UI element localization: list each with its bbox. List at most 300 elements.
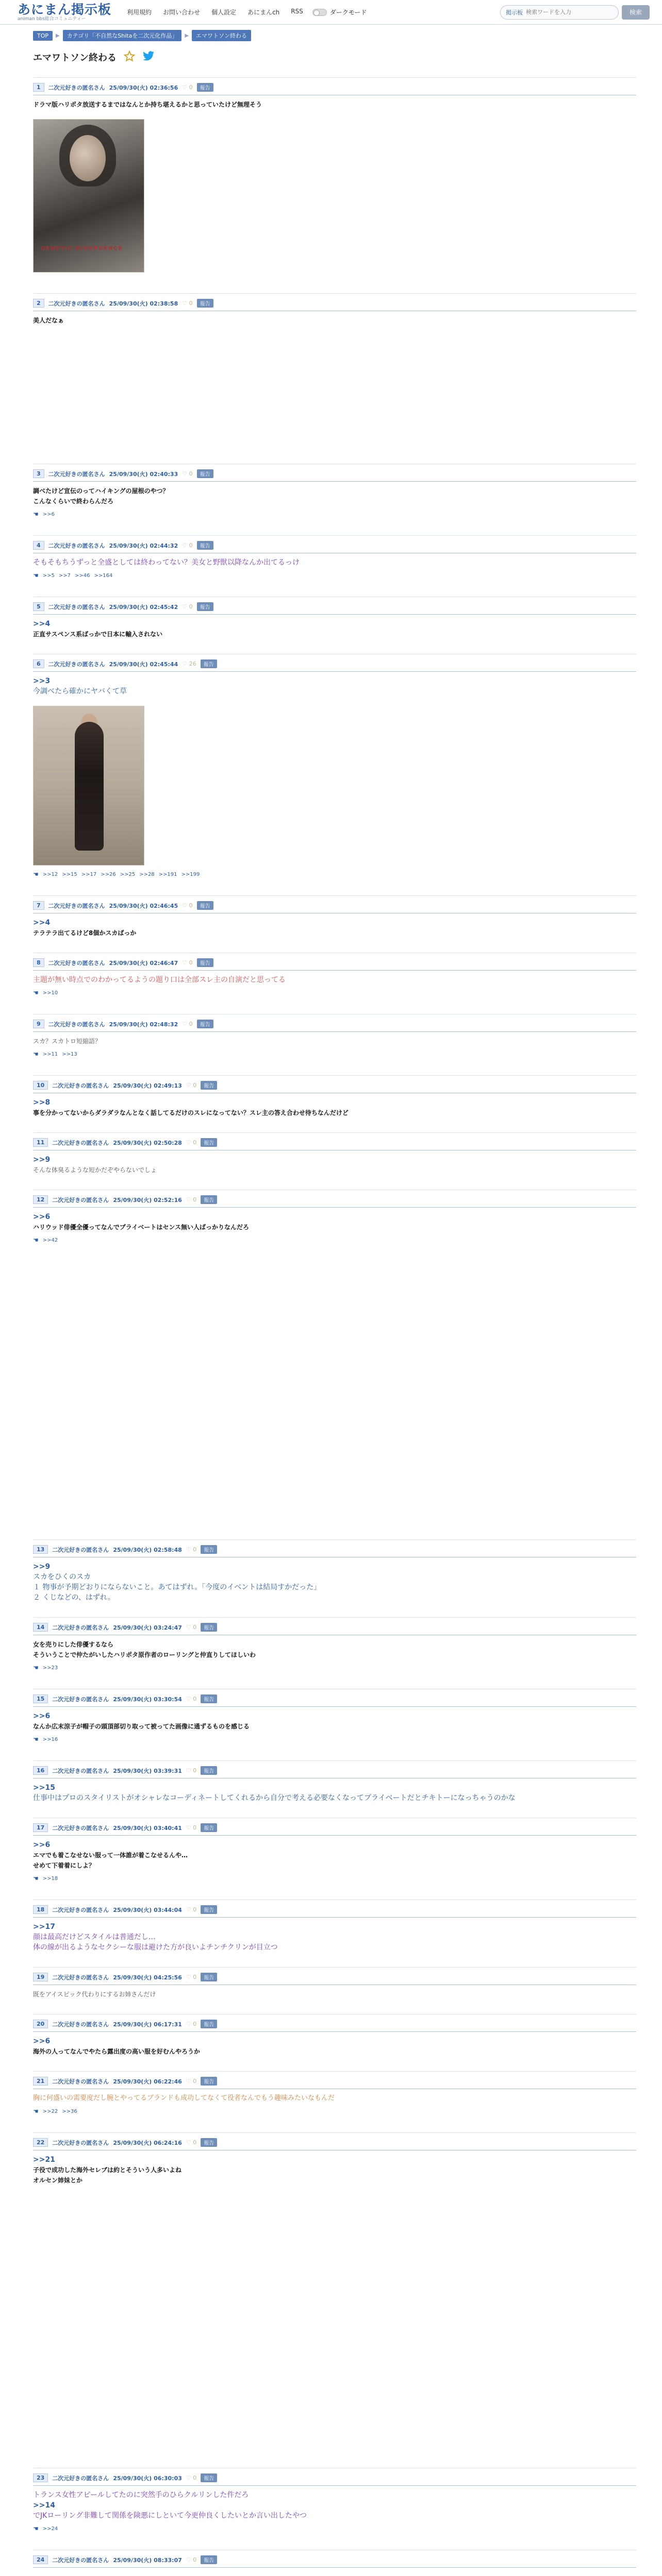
- post-text-line: 仕事中はプロのスタイリストがオシャレなコーディネートしてくれるから自分で考える必要なくなってプライベートだとチキトーになっちゃうのかな: [33, 1794, 516, 1802]
- reply-links: [33, 871, 636, 885]
- post-number[interactable]: 4: [33, 541, 44, 550]
- reply-links: [33, 1875, 636, 1889]
- heart-icon: ♡: [182, 660, 188, 667]
- breadcrumb-thread[interactable]: エマワトソン終わる: [192, 30, 251, 41]
- post-image[interactable]: [33, 119, 144, 273]
- post-date: 25/09/30(火) 02:40:33: [109, 470, 178, 478]
- post-date: 25/09/30(火) 02:46:45: [109, 902, 178, 909]
- post-text-line: ハリウッド俳優全優ってなんでプライベートはセンス無い人ばっかりなんだろ: [33, 1224, 250, 1231]
- reply-anchor-link[interactable]: >>21: [33, 2156, 55, 2164]
- dark-mode-control: [312, 8, 367, 16]
- post-header: [33, 602, 636, 615]
- report-button[interactable]: 報告: [201, 1973, 217, 1981]
- reply-link[interactable]: >>164: [94, 572, 113, 579]
- top-bar: [0, 0, 662, 25]
- post-number[interactable]: 22: [33, 2138, 48, 2147]
- poster-name: 二次元好きの匿名さん: [52, 2475, 109, 2482]
- report-button[interactable]: 報告: [201, 2555, 217, 2564]
- heart-icon: ♡: [186, 1767, 191, 1774]
- like-count: 0: [193, 2021, 197, 2027]
- reply-link[interactable]: >>10: [42, 990, 58, 996]
- heart-icon: ♡: [186, 1082, 191, 1089]
- like-button[interactable]: [182, 542, 192, 549]
- report-button[interactable]: 報告: [201, 1138, 217, 1147]
- poster-name: 二次元好きの匿名さん: [52, 2078, 109, 2085]
- like-count: 0: [193, 1974, 197, 1980]
- heart-icon: ♡: [186, 1546, 191, 1553]
- reply-anchor-link[interactable]: >>14: [33, 2501, 55, 2510]
- poster-name: 二次元好きの匿名さん: [52, 2139, 109, 2146]
- post-body: [33, 1208, 636, 1236]
- reply-link[interactable]: >>23: [42, 1665, 58, 1671]
- post-date: 25/09/30(火) 03:40:41: [113, 1824, 182, 1832]
- post-number[interactable]: 9: [33, 1020, 44, 1028]
- reply-links: [33, 1736, 636, 1750]
- reply-anchor-link[interactable]: >>3: [33, 677, 51, 685]
- poster-name: 二次元好きの匿名さん: [48, 603, 105, 611]
- post-date: 25/09/30(火) 02:44:32: [109, 542, 178, 549]
- post-number[interactable]: 15: [33, 1694, 48, 1703]
- post-text-line: 体の線が出るようなセクシーな服は避けた方が良いよチンチクリンが目立つ: [33, 1943, 278, 1952]
- like-count: 0: [193, 1767, 197, 1774]
- post-header: [33, 901, 636, 913]
- post: [33, 895, 636, 942]
- reply-link[interactable]: >>25: [120, 871, 136, 877]
- post-header: [33, 1081, 636, 1093]
- reply-anchor-link[interactable]: >>15: [33, 1784, 55, 1792]
- post-text-line: ２ くじなどの、はずれ。: [33, 1594, 115, 1602]
- main-nav: [127, 8, 303, 16]
- post-text-line: トランス女性アピールしてたのに突然手のひらクルリンした件だろ: [33, 2491, 249, 2499]
- poster-name: 二次元好きの匿名さん: [52, 1974, 109, 1981]
- report-button[interactable]: 報告: [197, 1020, 213, 1028]
- reply-link[interactable]: >>36: [62, 2108, 77, 2114]
- reply-anchor-link[interactable]: >>4: [33, 919, 51, 927]
- page-title: エマワトソン終わる: [33, 53, 117, 63]
- post: [33, 293, 636, 330]
- like-button[interactable]: [182, 470, 192, 477]
- like-count: 0: [193, 1139, 197, 1146]
- post-body: [33, 95, 636, 114]
- post: [33, 1014, 636, 1065]
- search-button[interactable]: 検索: [622, 5, 650, 20]
- like-button[interactable]: [186, 1974, 196, 1980]
- poster-name: 二次元好きの匿名さん: [52, 1196, 109, 1204]
- post-header: [33, 83, 636, 95]
- like-count: 0: [193, 1624, 197, 1631]
- image-overlay-text: GENETIC DIVERGENCE: [41, 246, 123, 251]
- reply-arrow-icon: ☚: [33, 1736, 39, 1743]
- search-input[interactable]: [526, 9, 613, 15]
- reply-link[interactable]: >>22: [42, 2108, 58, 2114]
- post-image[interactable]: [33, 706, 144, 866]
- like-count: 26: [189, 660, 196, 667]
- post: [33, 464, 636, 525]
- reply-anchor-link[interactable]: >>8: [33, 1098, 51, 1107]
- post-date: 25/09/30(火) 02:38:58: [109, 300, 178, 307]
- nav-settings[interactable]: 個人設定: [211, 9, 237, 16]
- reply-links: [33, 2525, 636, 2539]
- reply-link[interactable]: >>7: [58, 572, 71, 579]
- post-text-line: そういうことで仲たがいしたハリポタ原作者のローリングと仲直りしてほしいわ: [33, 1651, 256, 1658]
- post-date: 25/09/30(火) 02:45:44: [109, 660, 178, 668]
- post-header: [33, 1623, 636, 1635]
- post-date: 25/09/30(火) 03:24:47: [113, 1624, 182, 1631]
- report-button[interactable]: 報告: [201, 1694, 217, 1703]
- like-button[interactable]: [182, 959, 192, 966]
- dark-mode-label: ダークモード: [329, 9, 367, 16]
- heart-icon: ♡: [182, 1021, 188, 1027]
- post-number[interactable]: 5: [33, 602, 44, 611]
- like-count: 0: [193, 1696, 197, 1702]
- post-body: [33, 1836, 636, 1875]
- like-count: 0: [189, 470, 193, 477]
- logo-subtext: animan bbs総合コミュニティー: [18, 16, 86, 22]
- report-button[interactable]: 報告: [201, 2077, 217, 2086]
- heart-icon: ♡: [186, 1624, 191, 1631]
- post: [33, 77, 636, 273]
- post-body: [33, 2150, 636, 2190]
- post-date: 25/09/30(火) 04:25:56: [113, 1974, 182, 1981]
- reply-link[interactable]: >>18: [42, 1875, 58, 1882]
- post-header: [33, 2138, 636, 2150]
- report-button[interactable]: 報告: [201, 2020, 217, 2028]
- reply-link[interactable]: >>15: [62, 871, 77, 877]
- like-count: 0: [193, 2139, 197, 2146]
- poster-name: 二次元好きの匿名さん: [52, 1696, 109, 1703]
- reply-link[interactable]: >>46: [75, 572, 90, 579]
- reply-links: [33, 2108, 636, 2122]
- reply-links: [33, 989, 636, 1004]
- like-count: 0: [189, 542, 193, 549]
- reply-link[interactable]: >>24: [42, 2526, 58, 2532]
- like-button[interactable]: [186, 1139, 196, 1146]
- poster-name: 二次元好きの匿名さん: [48, 542, 105, 549]
- post-date: 25/09/30(火) 03:44:04: [113, 1906, 182, 1913]
- heart-icon: ♡: [186, 1139, 191, 1146]
- post-body: [33, 1635, 636, 1664]
- post-date: 25/09/30(火) 02:58:48: [113, 1546, 182, 1553]
- post-header: [33, 659, 636, 672]
- report-button[interactable]: 報告: [201, 659, 217, 668]
- post-number[interactable]: 12: [33, 1195, 48, 1204]
- post-header: [33, 1973, 636, 1985]
- post: [33, 953, 636, 1004]
- post: [33, 1539, 636, 1607]
- heart-icon: ♡: [186, 2139, 191, 2146]
- like-button[interactable]: [182, 84, 192, 91]
- heart-icon: ♡: [182, 542, 188, 549]
- post-header: [33, 1694, 636, 1707]
- like-button[interactable]: [182, 603, 192, 610]
- post-number[interactable]: 14: [33, 1623, 48, 1632]
- report-button[interactable]: 報告: [201, 1195, 217, 1204]
- heart-icon: ♡: [186, 2475, 191, 2481]
- reply-links: [33, 1236, 636, 1251]
- post-date: 25/09/30(火) 02:45:42: [109, 603, 178, 611]
- like-button[interactable]: [186, 2021, 196, 2027]
- post-header: [33, 1823, 636, 1836]
- post-date: 25/09/30(火) 06:22:46: [113, 2078, 182, 2085]
- post-number[interactable]: 23: [33, 2473, 48, 2482]
- report-button[interactable]: 報告: [197, 83, 213, 92]
- post-text-line: スカ？スカトロ短縮語？: [33, 1038, 102, 1045]
- post-header: [33, 1545, 636, 1557]
- post: [33, 1075, 636, 1122]
- reply-anchor-link[interactable]: >>6: [33, 2037, 51, 2045]
- post-number[interactable]: 11: [33, 1138, 48, 1147]
- logo-text: あにまん掲示板: [18, 2, 112, 17]
- post-number[interactable]: 3: [33, 469, 44, 478]
- reply-link[interactable]: >>17: [81, 871, 97, 877]
- like-button[interactable]: [182, 300, 192, 307]
- post-number[interactable]: 17: [33, 1823, 48, 1832]
- like-count: 0: [193, 1906, 197, 1913]
- like-count: 0: [193, 2556, 197, 2563]
- post-body: [33, 615, 636, 643]
- post-body: [33, 672, 636, 701]
- reply-link[interactable]: >>28: [139, 871, 155, 877]
- post-number[interactable]: 19: [33, 1973, 48, 1981]
- post-date: 25/09/30(火) 02:48:32: [109, 1021, 178, 1028]
- post-number[interactable]: 6: [33, 659, 44, 668]
- like-count: 0: [193, 1196, 197, 1203]
- like-count: 0: [193, 1824, 197, 1831]
- reply-anchor-link[interactable]: >>6: [33, 1841, 51, 1849]
- post-text-line: 女を売りにした俳優するなら: [33, 1641, 114, 1648]
- reply-arrow-icon: ☚: [33, 989, 39, 996]
- breadcrumb-category[interactable]: カテゴリ「不自然なShitaを二次元化作品」: [63, 30, 182, 41]
- heart-icon: ♡: [182, 300, 188, 307]
- breadcrumb: [0, 25, 662, 41]
- post-header: [33, 1020, 636, 1032]
- post-number[interactable]: 10: [33, 1081, 48, 1090]
- reply-link[interactable]: >>5: [42, 572, 55, 579]
- report-button[interactable]: 報告: [201, 1766, 217, 1775]
- like-button[interactable]: [186, 2139, 196, 2146]
- like-button[interactable]: [182, 660, 196, 667]
- search-scope-select[interactable]: 掲示板: [506, 9, 523, 16]
- post-header: [33, 1195, 636, 1208]
- post-header: [33, 2020, 636, 2032]
- post-text-line: 今調べたら確かにヤバくて草: [33, 687, 127, 696]
- reply-arrow-icon: ☚: [33, 572, 39, 579]
- poster-name: 二次元好きの匿名さん: [48, 300, 105, 307]
- post-header: [33, 541, 636, 553]
- favorite-star-icon[interactable]: [124, 50, 135, 64]
- like-button[interactable]: [186, 1624, 196, 1631]
- post-body: [33, 2032, 636, 2061]
- post-header: [33, 1905, 636, 1918]
- post-date: 25/09/30(火) 03:39:31: [113, 1767, 182, 1774]
- post-body: [33, 1032, 636, 1050]
- post-list: [33, 77, 636, 2576]
- post-header: [33, 1138, 636, 1150]
- post-body: [33, 1557, 636, 1607]
- report-button[interactable]: 報告: [201, 1545, 217, 1554]
- post-text-line: ドラマ版ハリポタ放送するまではなんとか持ち堪えるかと思っていたけど無理そう: [33, 101, 262, 108]
- reply-anchor-link[interactable]: >>9: [33, 1563, 51, 1571]
- post: [33, 1132, 636, 1179]
- poster-name: 二次元好きの匿名さん: [48, 902, 105, 909]
- post-text-line: こんなくらいで終わらんだろ: [33, 498, 114, 505]
- like-count: 0: [189, 300, 193, 307]
- search-area: [500, 5, 650, 20]
- reply-arrow-icon: ☚: [33, 1050, 39, 1058]
- post-text-line: せめて下着着にしよ？: [33, 1862, 95, 1869]
- post-header: [33, 2077, 636, 2089]
- post-date: 25/09/30(火) 02:50:28: [113, 1139, 182, 1146]
- post-text-line: なんか広末涼子が帽子の頭頂部切り取って被ってた画像に通ずるものを感じる: [33, 1723, 250, 1730]
- reply-link[interactable]: >>191: [158, 871, 177, 877]
- portrait-photo: [34, 120, 144, 272]
- nav-animanch[interactable]: あにまんch: [247, 9, 280, 16]
- site-logo[interactable]: [18, 3, 111, 22]
- like-button[interactable]: [186, 1696, 196, 1702]
- heart-icon: ♡: [186, 1824, 191, 1831]
- nav-terms[interactable]: 利用規約: [127, 9, 152, 16]
- heart-icon: ♡: [186, 2078, 191, 2084]
- reply-link[interactable]: >>199: [181, 871, 200, 877]
- breadcrumb-top[interactable]: TOP: [33, 31, 53, 41]
- report-button[interactable]: 報告: [197, 901, 213, 910]
- heart-icon: ♡: [186, 1196, 191, 1203]
- like-button[interactable]: [186, 2475, 196, 2481]
- report-button[interactable]: 報告: [197, 541, 213, 550]
- reply-link[interactable]: >>42: [42, 1237, 58, 1243]
- reply-arrow-icon: ☚: [33, 2108, 39, 2115]
- poster-name: 二次元好きの匿名さん: [48, 470, 105, 478]
- post-number[interactable]: 18: [33, 1905, 48, 1914]
- reply-arrow-icon: ☚: [33, 1236, 39, 1244]
- reply-arrow-icon: ☚: [33, 1664, 39, 1671]
- like-button[interactable]: [186, 2078, 196, 2084]
- like-button[interactable]: [186, 1196, 196, 1203]
- like-button[interactable]: [182, 1021, 192, 1027]
- street-photo: [34, 706, 144, 865]
- like-count: 0: [189, 603, 193, 610]
- post: [33, 2468, 636, 2539]
- post-date: 25/09/30(火) 06:24:16: [113, 2139, 182, 2146]
- report-button[interactable]: 報告: [201, 1823, 217, 1832]
- search-box: [500, 5, 619, 20]
- report-button[interactable]: 報告: [197, 299, 213, 308]
- heart-icon: ♡: [182, 959, 188, 966]
- poster-name: 二次元好きの匿名さん: [52, 1546, 109, 1553]
- poster-name: 二次元好きの匿名さん: [52, 1824, 109, 1832]
- poster-name: 二次元好きの匿名さん: [52, 2556, 109, 2564]
- post-text-line: 事を分かってないからダラダラなんとなく話してるだけのスレになってない？スレ主の答え合わせ待ちなんだけど: [33, 1109, 349, 1116]
- post-number[interactable]: 1: [33, 83, 44, 92]
- post-body: [33, 913, 636, 942]
- poster-name: 二次元好きの匿名さん: [48, 959, 105, 967]
- poster-name: 二次元好きの匿名さん: [48, 84, 105, 91]
- post-number[interactable]: 20: [33, 2020, 48, 2028]
- heart-icon: ♡: [182, 603, 188, 610]
- reply-anchor-link[interactable]: >>4: [33, 620, 51, 628]
- post-text-line: 主題が無い時点でのわかってるようの題り口は全部スレ主の自演だと思ってる: [33, 976, 286, 984]
- report-button[interactable]: 報告: [201, 1623, 217, 1632]
- post-text-line: そんな体臭るような短かだぞやらないでしょ: [33, 1166, 157, 1174]
- post-number[interactable]: 21: [33, 2077, 48, 2086]
- post: [33, 535, 636, 586]
- reply-link[interactable]: >>16: [42, 1736, 58, 1742]
- post-date: 25/09/30(火) 06:30:03: [113, 2475, 182, 2482]
- like-button[interactable]: [186, 1824, 196, 1831]
- heart-icon: ♡: [182, 902, 188, 909]
- like-button[interactable]: [186, 1906, 196, 1913]
- twitter-share-icon[interactable]: [142, 50, 155, 64]
- post-text-line: スカをひくのスカ: [33, 1573, 91, 1581]
- like-button[interactable]: [186, 1546, 196, 1553]
- report-button[interactable]: 報告: [197, 602, 213, 611]
- poster-name: 二次元好きの匿名さん: [52, 1906, 109, 1913]
- reply-anchor-link[interactable]: >>6: [33, 1712, 51, 1720]
- reply-anchor-link[interactable]: >>9: [33, 1156, 51, 1164]
- reply-anchor-link[interactable]: >>6: [33, 1213, 51, 1221]
- report-button[interactable]: 報告: [197, 469, 213, 478]
- reply-links: [33, 511, 636, 525]
- post-text-line: 胸に何盛いの需要度だし腕とやってるブランドも成功してなくて役者なんでもう趣味みたいなもんだ: [33, 2094, 335, 2102]
- post-number[interactable]: 13: [33, 1545, 48, 1554]
- reply-anchor-link[interactable]: >>17: [33, 1923, 55, 1931]
- post: [33, 654, 636, 885]
- reply-link[interactable]: >>6: [42, 511, 55, 517]
- reply-link[interactable]: >>26: [101, 871, 116, 877]
- post-number[interactable]: 24: [33, 2555, 48, 2564]
- post: [33, 1967, 636, 2004]
- post-date: 25/09/30(火) 06:17:31: [113, 2021, 182, 2028]
- report-button[interactable]: 報告: [201, 2138, 217, 2147]
- reply-link[interactable]: >>13: [62, 1051, 77, 1057]
- like-button[interactable]: [186, 2556, 196, 2563]
- post-date: 25/09/30(火) 02:52:16: [113, 1196, 182, 1204]
- poster-name: 二次元好きの匿名さん: [48, 660, 105, 668]
- report-button[interactable]: 報告: [197, 958, 213, 967]
- heart-icon: ♡: [186, 2021, 191, 2027]
- post-text-line: オルセン姉妹とか: [33, 2177, 83, 2184]
- heart-icon: ♡: [186, 1696, 191, 1702]
- reply-links: [33, 572, 636, 586]
- post-text-line: １ 物事が予期どおりにならないこと。あてはずれ。「今度のイベントは結局すかだった」: [33, 1583, 321, 1591]
- reply-links: [33, 1664, 636, 1679]
- thread-title-row: [33, 50, 636, 64]
- post-body: [33, 311, 636, 330]
- reply-links: [33, 1050, 636, 1065]
- post-body: [33, 1778, 636, 1807]
- post-body: [33, 2486, 636, 2525]
- like-button[interactable]: [182, 902, 192, 909]
- reply-arrow-icon: ☚: [33, 871, 39, 878]
- post: [33, 2550, 636, 2576]
- nav-contact[interactable]: お問い合わせ: [163, 9, 201, 16]
- like-button[interactable]: [186, 1082, 196, 1089]
- post-body: [33, 482, 636, 511]
- like-button[interactable]: [186, 1767, 196, 1774]
- report-button[interactable]: 報告: [201, 1081, 217, 1090]
- post-number[interactable]: 8: [33, 958, 44, 967]
- post-number[interactable]: 7: [33, 901, 44, 910]
- report-button[interactable]: 報告: [201, 1905, 217, 1914]
- report-button[interactable]: 報告: [201, 2473, 217, 2482]
- nav-rss[interactable]: RSS: [291, 8, 303, 15]
- post-number[interactable]: 16: [33, 1766, 48, 1775]
- post-number[interactable]: 2: [33, 299, 44, 308]
- dark-mode-toggle[interactable]: [312, 9, 327, 16]
- reply-link[interactable]: >>12: [42, 871, 58, 877]
- reply-link[interactable]: >>11: [42, 1051, 58, 1057]
- post: [33, 1818, 636, 1889]
